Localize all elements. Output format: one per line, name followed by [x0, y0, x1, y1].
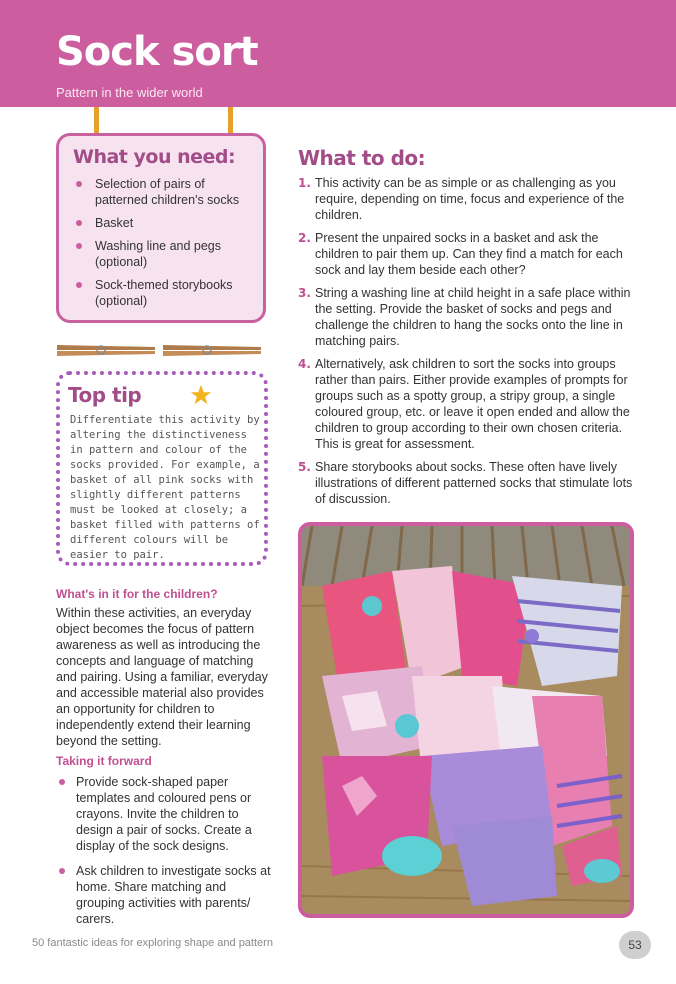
children-benefit-heading: What's in it for the children? [56, 587, 218, 601]
page-title: Sock sort [56, 29, 258, 75]
socks-photo-illustration [302, 526, 630, 914]
bullet-icon [76, 181, 82, 187]
clothes-peg-icon [163, 341, 261, 359]
need-item: Selection of pairs of patterned children's socks [73, 176, 253, 208]
taking-it-forward-section [56, 754, 274, 936]
footer-text: 50 fantastic ideas for exploring shape and pattern [32, 937, 273, 949]
step-item [298, 230, 638, 278]
what-you-need-heading: What you need: [73, 146, 236, 168]
step-text: String a washing line at child height in a safe place within the setting. Provide the basket of socks and pegs and challenge the children to hang the socks onto the line in matching pairs. [315, 286, 631, 348]
star-icon [190, 384, 212, 406]
steps-list [298, 175, 638, 514]
page-number: 53 [619, 931, 651, 959]
need-item: Basket [73, 215, 253, 231]
what-you-need-box [56, 133, 266, 323]
taking-it-forward-heading: Taking it forward [56, 754, 152, 768]
step-item [298, 285, 638, 349]
socks-basket-photo [298, 522, 634, 918]
hanging-string-left [94, 107, 99, 135]
step-text: Present the unpaired socks in a basket and ask the children to pair them up. Can they find a match for each sock and lay them beside each other? [315, 231, 623, 277]
bullet-icon [59, 779, 65, 785]
forward-list [56, 774, 274, 927]
header-band [0, 0, 676, 107]
step-text: Alternatively, ask children to sort the socks into groups rather than pairs. Either provide examples of prompts for groups such as a spotty group, a stripy group, a single coloured group, etc. or leave it open ended and allow the children to group according to their own chosen criteria. This is great for assessment. [315, 357, 630, 451]
top-tip-text: Differentiate this activity by altering the distinctiveness in pattern and colour of the socks provided. For example, a basket of all pink socks with slightly different patterns must be looked at closely; a basket filled with patterns of different colours will be easier to pair. [70, 414, 260, 561]
page-subtitle: Pattern in the wider world [56, 85, 203, 100]
step-number: 2. [298, 231, 311, 245]
top-tip-heading: Top tip [68, 383, 142, 407]
step-item [298, 356, 638, 452]
step-text: Share storybooks about socks. These often have lively illustrations of different patterned socks that stimulate lots of discussion. [315, 460, 633, 506]
step-number: 5. [298, 460, 311, 474]
step-item [298, 459, 638, 507]
forward-item: Ask children to investigate socks at home. Share matching and grouping activities with parents/ carers. [56, 863, 274, 927]
forward-item: Provide sock-shaped paper templates and coloured pens or crayons. Invite the children to design a pair of socks. Create a display of the sock designs. [56, 774, 274, 854]
bullet-icon [76, 282, 82, 288]
bullet-icon [76, 243, 82, 249]
step-item [298, 175, 638, 223]
children-benefit-section [56, 587, 274, 749]
need-item: Sock-themed storybooks (optional) [73, 277, 253, 309]
hanging-string-right [228, 107, 233, 135]
bullet-icon [76, 220, 82, 226]
need-list [73, 176, 253, 316]
what-to-do-heading: What to do: [298, 146, 426, 170]
step-text: This activity can be as simple or as challenging as you require, depending on time, focus and experience of the children. [315, 176, 625, 222]
children-benefit-text: Within these activities, an everyday object becomes the focus of pattern awareness as well as introducing the concepts and language of matching and pairing. Using a familiar, everyday and accessible material also provides an opportunity for children to independently extend their learning beyond the setting. [56, 606, 268, 748]
clothes-peg-icon [57, 341, 155, 359]
step-number: 3. [298, 286, 311, 300]
need-item: Washing line and pegs (optional) [73, 238, 253, 270]
top-tip-box [56, 371, 268, 566]
bullet-icon [59, 868, 65, 874]
step-number: 1. [298, 176, 311, 190]
step-number: 4. [298, 357, 311, 371]
